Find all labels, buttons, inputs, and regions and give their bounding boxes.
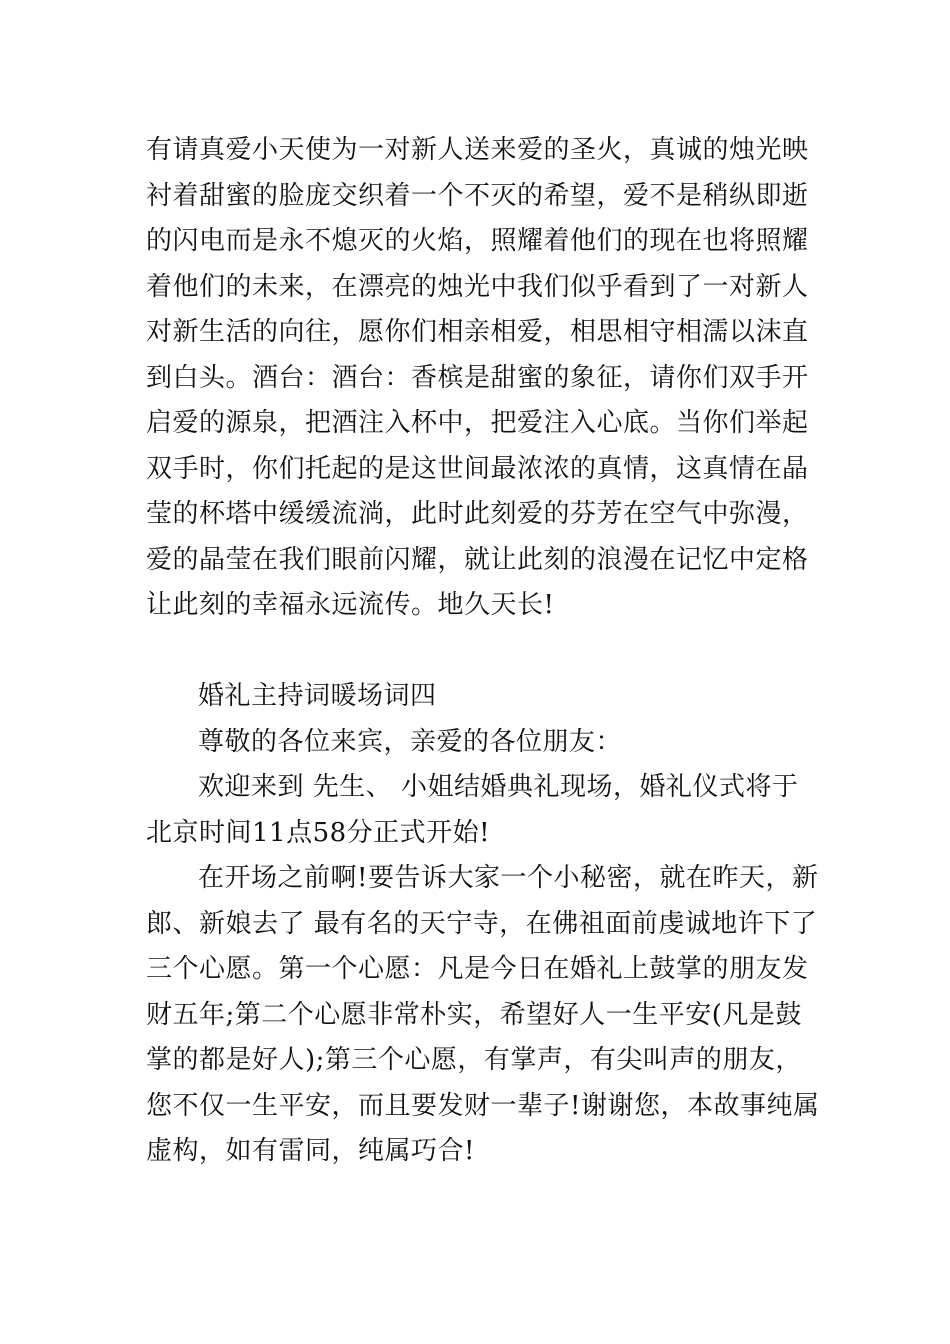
text-line: 有请真爱小天使为一对新人送来爱的圣火，真诚的烛光映: [146, 135, 809, 165]
welcome-line: 欢迎来到 先生、 小姐结婚典礼现场，婚礼仪式将于: [198, 772, 799, 802]
text-line: 莹的杯塔中缓缓流淌，此时此刻爱的芬芳在空气中弥漫，: [146, 499, 809, 529]
section-warmup-four: [146, 674, 820, 1175]
greeting-line: 尊敬的各位来宾，亲爱的各位朋友：: [198, 726, 623, 757]
text-line: 让此刻的幸福永远流传。地久天长!: [146, 590, 555, 620]
welcome-line: 北京时间11点58分正式开始!: [146, 817, 491, 848]
story-line: 虚构，如有雷同，纯属巧合!: [146, 1136, 475, 1166]
text-line: 对新生活的向往，愿你们相亲相爱，相思相守相濡以沫直: [146, 317, 809, 347]
text-line: 双手时，你们托起的是这世间最浓浓的真情，这真情在晶: [146, 453, 809, 484]
story-line: 郎、新娘去了 最有名的天宁寺，在佛祖面前虔诚地许下了: [146, 908, 818, 939]
story-line: 您不仅一生平安，而且要发财一辈子!谢谢您，本故事纯属: [146, 1090, 820, 1121]
story-line: 财五年;第二个心愿非常朴实，希望好人一生平安(凡是鼓: [146, 999, 802, 1030]
text-line: 着他们的未来，在漂亮的烛光中我们似乎看到了一对新人: [146, 271, 809, 302]
text-line: 爱的晶莹在我们眼前闪耀，就让此刻的浪漫在记忆中定格: [146, 544, 809, 575]
text-line: 到白头。酒台：酒台：香槟是甜蜜的象征，请你们双手开: [146, 362, 809, 393]
text-line: 衬着甜蜜的脸庞交织着一个不灭的希望，爱不是稍纵即逝: [146, 180, 809, 211]
text-line: 启爱的源泉，把酒注入杯中，把爱注入心底。当你们举起: [146, 408, 809, 438]
paragraph-candle-champagne: [146, 128, 808, 629]
section-heading: 婚礼主持词暖场词四: [198, 681, 437, 711]
text-line: 的闪电而是永不熄灭的火焰，照耀着他们的现在也将照耀: [146, 226, 809, 256]
story-line: 掌的都是好人);第三个心愿，有掌声，有尖叫声的朋友，: [146, 1045, 802, 1075]
story-line: 在开场之前啊!要告诉大家一个小秘密，就在昨天，新: [198, 863, 819, 893]
story-line: 三个心愿。第一个心愿：凡是今日在婚礼上鼓掌的朋友发: [146, 954, 809, 984]
